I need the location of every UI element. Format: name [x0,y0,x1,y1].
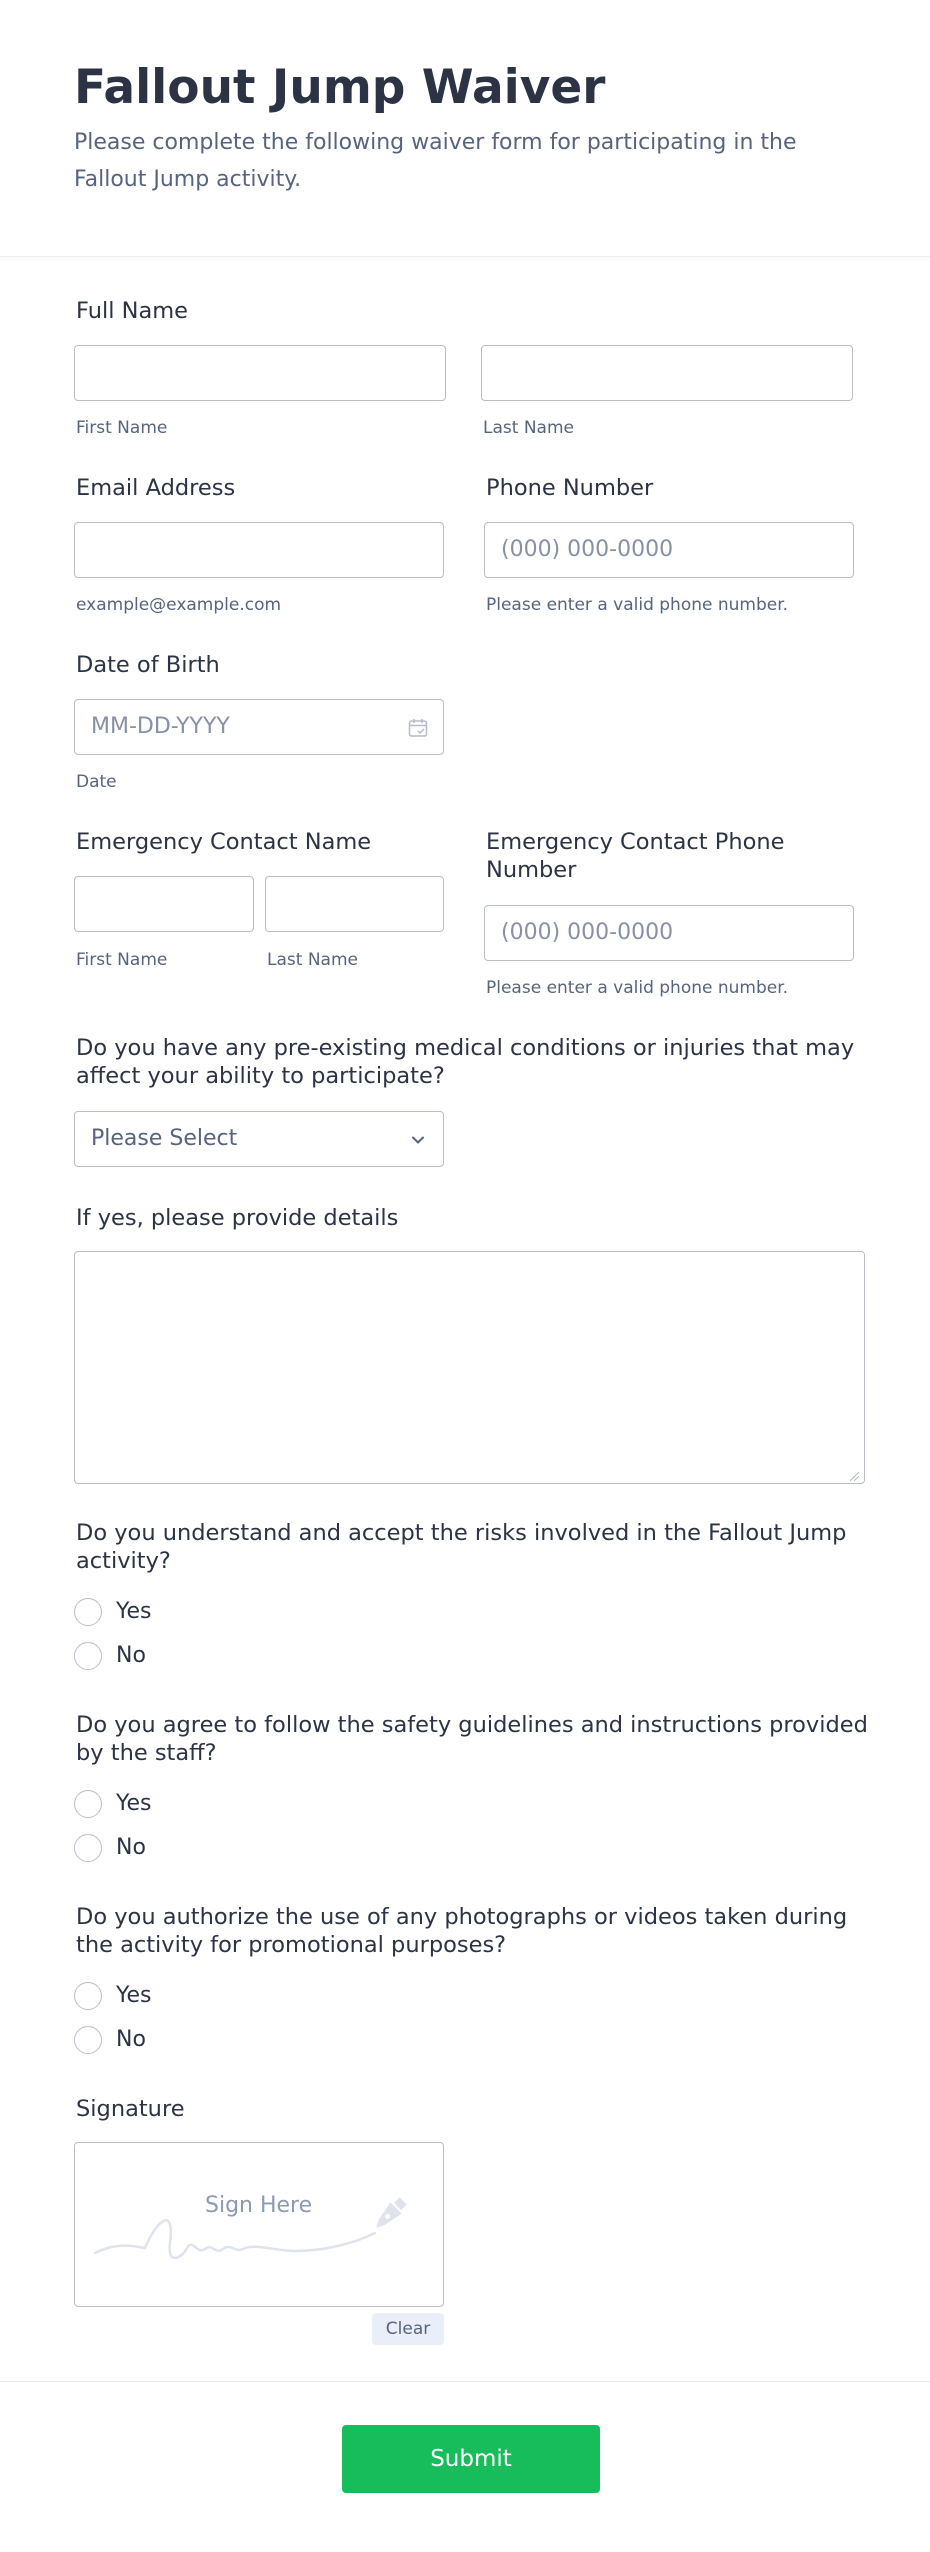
dob-placeholder: MM-DD-YYYY [91,714,230,739]
last-name-sublabel: Last Name [483,418,574,438]
photos-no-label[interactable]: No [116,2027,146,2052]
photos-no-radio[interactable] [74,2026,102,2054]
emergency-phone-sublabel: Please enter a valid phone number. [486,978,789,998]
email-input[interactable] [74,522,444,578]
dob-input[interactable] [74,699,444,755]
signature-pad[interactable] [74,2142,444,2307]
emergency-name-label: Emergency Contact Name [76,829,372,855]
risks-no-label[interactable]: No [116,1643,146,1668]
details-textarea[interactable] [74,1251,865,1484]
signature-clear-button[interactable]: Clear [372,2313,444,2345]
safety-yes-radio[interactable] [74,1790,102,1818]
first-name-sublabel: First Name [76,418,168,438]
emergency-phone-placeholder: (000) 000-0000 [501,920,674,945]
photos-question-label: Do you authorize the use of any photographs or videos taken during the activity for promotional purposes? [76,1904,848,1958]
medical-question-label: Do you have any pre-existing medical conditions or injuries that may affect your ability to participate? [76,1035,855,1089]
phone-sublabel: Please enter a valid phone number. [486,595,789,615]
emergency-first-name-input[interactable] [74,876,254,932]
first-name-input[interactable] [74,345,446,401]
medical-select[interactable] [74,1111,444,1167]
risks-yes-label[interactable]: Yes [116,1599,152,1624]
emergency-phone-label: Emergency Contact Phone Number [486,829,785,883]
emergency-last-name-input[interactable] [265,876,444,932]
pen-icon [365,2191,413,2239]
email-sublabel: example@example.com [76,595,282,615]
safety-question-label: Do you agree to follow the safety guidelines and instructions provided by the staff? [76,1712,868,1766]
full-name-label: Full Name [76,298,189,324]
submit-button[interactable]: Submit [342,2425,600,2493]
safety-yes-label[interactable]: Yes [116,1791,152,1816]
photos-yes-radio[interactable] [74,1982,102,2010]
chevron-down-icon [409,1131,427,1149]
email-label: Email Address [76,475,236,501]
signature-placeholder: Sign Here [205,2193,313,2218]
dob-label: Date of Birth [76,652,220,678]
risks-no-radio[interactable] [74,1642,102,1670]
last-name-input[interactable] [481,345,853,401]
dob-sublabel: Date [76,772,117,792]
emergency-first-sublabel: First Name [76,950,168,970]
page-subtitle: Please complete the following waiver form for participating in the Fallout Jump activity. [74,130,797,192]
resize-handle-icon[interactable] [848,1467,860,1479]
calendar-icon[interactable] [407,717,429,739]
footer-divider [0,2381,930,2382]
signature-label: Signature [76,2096,185,2122]
medical-select-value: Please Select [91,1126,238,1151]
emergency-last-sublabel: Last Name [267,950,358,970]
header-divider [0,256,930,257]
emergency-phone-input[interactable] [484,905,854,961]
phone-placeholder: (000) 000-0000 [501,537,674,562]
page-title: Fallout Jump Waiver [74,60,606,115]
phone-input[interactable] [484,522,854,578]
safety-no-radio[interactable] [74,1834,102,1862]
photos-yes-label[interactable]: Yes [116,1983,152,2008]
risks-yes-radio[interactable] [74,1598,102,1626]
safety-no-label[interactable]: No [116,1835,146,1860]
risks-question-label: Do you understand and accept the risks involved in the Fallout Jump activity? [76,1520,847,1574]
details-label: If yes, please provide details [76,1205,399,1231]
phone-label: Phone Number [486,475,654,501]
